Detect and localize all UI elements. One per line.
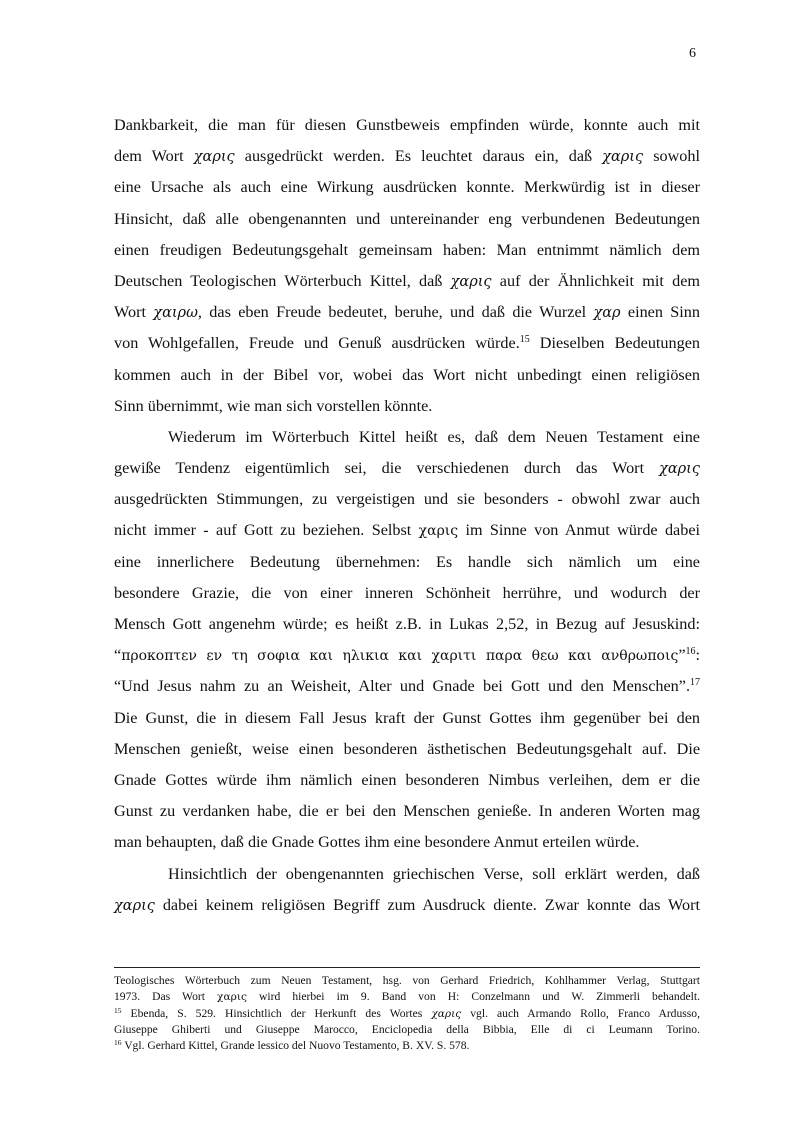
greek-word: χαρις: [193, 149, 235, 166]
text-line: Sinn übernimmt, wie man sich vorstellen könnte.: [114, 396, 433, 415]
text-line: Hinsicht, daß alle obengenannten und untereinander eng verbundenen Bedeutungen: [114, 209, 700, 228]
text-line: Hinsichtlich der obengenannten griechischen Verse, soll erklärt werden, daß: [168, 864, 700, 883]
text-line: von Wohlgefallen, Freude und Genuß ausdrücken würde.$^{15}$ Dieselben Bedeutungen: [114, 334, 700, 353]
text-line: Wiederum im Wörterbuch Kittel heißt es, daß dem Neuen Testament eine: [168, 427, 700, 446]
greek-word: χαρις: [217, 991, 247, 1004]
text-line: eine innerlichere Bedeutung übernehmen: Es handle sich nämlich um eine: [114, 552, 700, 571]
text-line: man behaupten, daß die Gnade Gottes ihm eine besondere Anmut erteilen würde.: [114, 833, 640, 852]
text-line: Die Gunst, die in diesem Fall Jesus kraft der Gunst Gottes ihm gegenüber bei den: [114, 708, 700, 727]
text-line: einen freudigen Bedeutungsgehalt gemeinsam haben: Man entnimmt nämlich dem: [114, 240, 700, 259]
page-number: 6: [689, 46, 696, 61]
footnote-line: Teologisches Wörterbuch zum Neuen Testament, hsg. von Gerhard Friedrich, Kohlhammer Verlag, Stuttgart: [114, 974, 700, 987]
text-line: Dankbarkeit, die man für diesen Gunstbeweis empfinden würde, konnte auch mit: [114, 116, 700, 134]
footnote-number: 15: [114, 1005, 122, 1015]
footnote-separator: [114, 967, 700, 968]
greek-word: χαρις: [114, 897, 155, 914]
text-line: “προκοπτεν εν τη σοφια και ηλικια και χαριτι παρα θεω και ανθρωποις”$^{16}$:: [114, 646, 700, 665]
text-line: ausgedrückten Stimmungen, zu vergeistigen und sie besonders - obwohl zwar auch: [114, 490, 700, 509]
text-line: Wort χαιρω, das eben Freude bedeutet, beruhe, und daß die Wurzel χαρ einen Sinn: [114, 303, 700, 322]
paragraph: [114, 110, 700, 422]
text-line: eine Ursache als auch eine Wirkung ausdrücken konnte. Merkwürdig ist in dieser: [114, 178, 700, 197]
greek-word: χαιρω: [153, 305, 198, 322]
greek-word: χαρις: [659, 461, 700, 478]
footnote-ref: 15: [519, 334, 530, 346]
footnote-line: $^{15}$ Ebenda, S. 529. Hinsichtlich der Herkunft des Wortes χαρις vgl. auch Armando Rollo, Franco Ardusso,: [114, 1005, 700, 1020]
text-line: Mensch Gott angenehm würde; es heißt z.B. in Lukas 2,52, in Bezug auf Jesuskind:: [114, 615, 700, 633]
greek-word: χαρις: [418, 523, 459, 540]
footnote-line: $^{16}$ Vgl. Gerhard Kittel, Grande lessico del Nuovo Testamento, B. XV. S. 578.: [114, 1038, 470, 1053]
text-line: Gnade Gottes würde ihm nämlich einen besonderen Nimbus verleihen, dem er die: [114, 770, 700, 789]
paragraph: [114, 422, 700, 859]
text-line: kommen auch in der Bibel vor, wobei das Wort nicht unbedingt einen religiösen: [114, 365, 700, 384]
footnote-ref: 17: [690, 677, 700, 689]
footnote-number: 16: [114, 1038, 122, 1048]
greek-quote: προκοπτεν εν τη σοφια και ηλικια και χαριτι παρα θεω και ανθρωποις: [121, 648, 679, 665]
text-line: besondere Grazie, die von einer inneren Schönheit herrühre, und wodurch der: [114, 583, 700, 602]
greek-word: χαρις: [602, 149, 644, 166]
paragraph: [114, 859, 700, 921]
footnotes: [114, 973, 700, 1054]
greek-word: χαρις: [431, 1007, 462, 1020]
text-line: “Und Jesus nahm zu an Weisheit, Alter und Gnade bei Gott und den Menschen”.$^{17}$: [114, 677, 700, 696]
text-line: χαρις dabei keinem religiösen Begriff zum Ausdruck diente. Zwar konnte das Wort: [114, 895, 700, 914]
text-line: Menschen genießt, weise einen besonderen ästhetischen Bedeutungsgehalt auf. Die: [114, 739, 700, 758]
text-line: nicht immer - auf Gott zu beziehen. Selbst χαρις im Sinne von Anmut würde dabei: [114, 521, 700, 540]
greek-word: χαρις: [450, 273, 492, 290]
body-text: [114, 110, 700, 921]
greek-word: χαρ: [593, 305, 621, 322]
text-line: Gunst zu verdanken habe, die er bei den Menschen genieße. In anderen Worten mag: [114, 802, 700, 821]
footnote-line: 1973. Das Wort χαρις wird hierbei im 9. Band von H: Conzelmann und W. Zimmerli behandelt.: [114, 990, 701, 1004]
text-line: gewiße Tendenz eigentümlich sei, die verschiedenen durch das Wort χαρις: [114, 459, 700, 478]
footnote-line: Giuseppe Ghiberti und Giuseppe Marocco, Enciclopedia della Bibbia, Elle di ci Leumann Torino.: [114, 1022, 700, 1036]
text-line: dem Wort χαρις ausgedrückt werden. Es leuchtet daraus ein, daß χαρις sowohl: [114, 147, 700, 166]
footnote-ref: 16: [685, 646, 696, 658]
text-line: Deutschen Teologischen Wörterbuch Kittel, daß χαρις auf der Ähnlichkeit mit dem: [114, 271, 700, 290]
